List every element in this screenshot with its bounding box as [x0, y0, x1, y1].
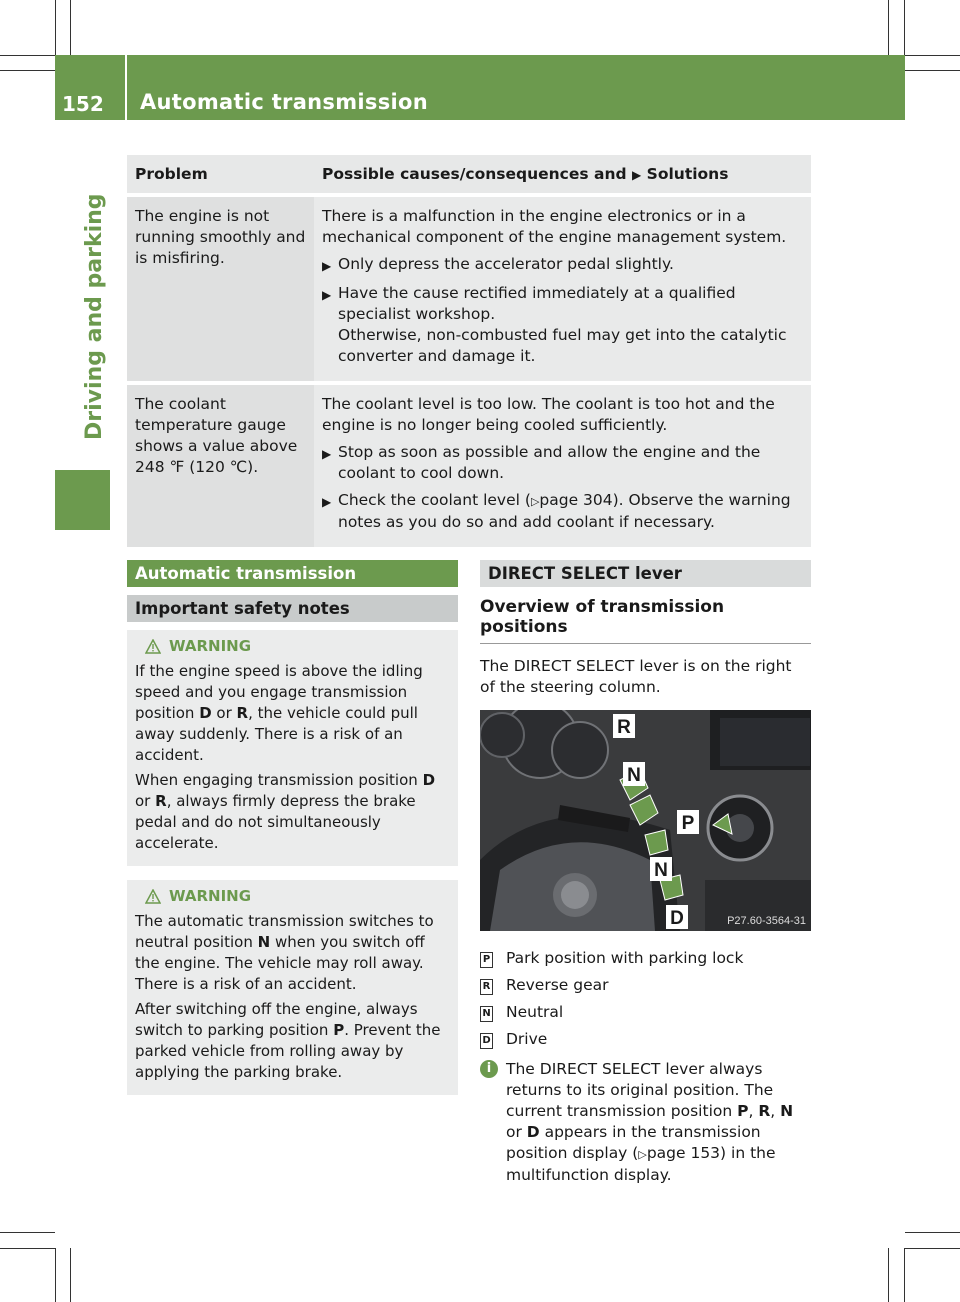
step-arrow-icon: ▶ [322, 259, 332, 273]
solution-arrow-icon: ▶ [632, 168, 642, 182]
side-tab-marker [55, 470, 110, 530]
step-arrow-icon: ▶ [322, 495, 332, 509]
crop-mark [905, 55, 960, 56]
subsection-title-safety: Important safety notes [127, 595, 458, 622]
header-separator [125, 55, 127, 120]
crop-mark [905, 1232, 960, 1233]
warning-header [145, 636, 450, 657]
heading-transmission-positions: Overview of transmission positions [480, 597, 811, 644]
key-r-icon: R [480, 979, 493, 995]
step-text [338, 283, 803, 367]
side-tab-label: Driving and parking [82, 193, 107, 440]
problem-cell: The engine is not running smoothly and is misfiring. [127, 197, 314, 381]
step-text: Only depress the accelerator pedal slightly. [338, 255, 674, 273]
crop-mark [888, 1248, 889, 1302]
key-n-icon: N [480, 1006, 493, 1022]
problem-cell: The coolant temperature gauge shows a value above 248 ℉ (120 ℃). [127, 385, 314, 547]
warning-box [127, 630, 458, 866]
crop-mark [904, 0, 905, 55]
left-column [127, 560, 458, 1095]
step-text [338, 490, 803, 533]
table-header-row [127, 155, 811, 193]
warning-label: WARNING [169, 887, 252, 905]
page-ref-arrow-icon: ▷ [530, 495, 540, 508]
info-note [480, 1059, 811, 1186]
header-problem: Problem [127, 155, 314, 193]
page-title: Automatic transmission [140, 90, 428, 114]
table-row [127, 197, 811, 381]
key-p-icon: P [480, 952, 493, 968]
key-d-icon: D [480, 1033, 493, 1049]
header-solutions [314, 155, 811, 193]
header-solutions-word: Solutions [646, 165, 729, 183]
crop-mark [70, 1248, 71, 1302]
warning-label: WARNING [169, 637, 252, 655]
table-row [127, 385, 811, 547]
solution-cell [314, 197, 811, 381]
legend-item [480, 974, 811, 995]
step-arrow-icon: ▶ [322, 447, 332, 461]
step-text-a: Check the coolant level ( [338, 491, 531, 509]
image-label-n: N [627, 765, 641, 786]
image-code: P27.60-3564-31 [727, 915, 806, 927]
step-text-note: Otherwise, non-combusted fuel may get into the catalytic converter and damage it. [338, 326, 787, 365]
legend-item [480, 1028, 811, 1049]
cause-text: There is a malfunction in the engine electronics or in a mechanical component of the engine management system. [322, 207, 787, 246]
page-ref-link[interactable]: page 304). Observe the warning notes as you do so and add coolant if necessary. [338, 491, 791, 531]
direct-select-lever-photo [480, 710, 811, 931]
warning-box [127, 880, 458, 1095]
legend-text: Neutral [506, 1002, 564, 1021]
warning-header [145, 886, 450, 907]
crop-mark [70, 0, 71, 55]
step [322, 442, 803, 484]
image-label-d: D [670, 908, 684, 929]
crop-mark [55, 1248, 56, 1302]
crop-mark [0, 1232, 55, 1233]
section-title-automatic-transmission: Automatic transmission [127, 560, 458, 587]
warning-paragraph: After switching off the engine, always switch to parking position P. Prevent the parked vehicle from rolling away by applying the parking brake. [135, 1000, 441, 1081]
crop-mark [0, 1248, 55, 1249]
image-label-p: P [681, 813, 695, 834]
warning-triangle-icon [145, 889, 161, 904]
section-title-direct-select: DIRECT SELECT lever [480, 560, 811, 587]
legend-text: Drive [506, 1029, 548, 1048]
warning-triangle-icon [145, 639, 161, 654]
step-text-main: Have the cause rectified immediately at a qualified specialist workshop. [338, 284, 736, 323]
step-text: Stop as soon as possible and allow the engine and the coolant to cool down. [338, 443, 761, 482]
warning-paragraph: If the engine speed is above the idling speed and you engage transmission position D or R, the vehicle could pull away suddenly. There is a risk of an accident. [135, 662, 423, 764]
step [322, 490, 803, 533]
solution-cell [314, 385, 811, 547]
step [322, 283, 803, 367]
crop-mark [0, 70, 55, 71]
problem-table [127, 155, 811, 547]
crop-mark [888, 0, 889, 55]
warning-paragraph: The automatic transmission switches to neutral position N when you switch off the engine. The vehicle may roll away. There is a risk of an accident. [135, 912, 434, 993]
legend-text: Reverse gear [506, 975, 609, 994]
crop-mark [904, 1248, 905, 1302]
warning-paragraph: When engaging transmission position D or R, always firmly depress the brake pedal and do not simultaneously accelerate. [135, 771, 436, 852]
header-solutions-text: Possible causes/consequences and [322, 165, 627, 183]
step-arrow-icon: ▶ [322, 288, 332, 302]
legend-item [480, 947, 811, 968]
legend-text: Park position with parking lock [506, 948, 744, 967]
step [322, 254, 803, 277]
info-icon: i [480, 1060, 498, 1078]
crop-mark [0, 55, 55, 56]
right-column [480, 560, 811, 1186]
image-label-r: R [617, 717, 631, 738]
cause-text: The coolant level is too low. The coolant is too hot and the engine is no longer being cooled sufficiently. [322, 395, 775, 434]
page-number: 152 [62, 92, 104, 116]
intro-text: The DIRECT SELECT lever is on the right of the steering column. [480, 657, 792, 696]
info-text: The DIRECT SELECT lever always returns to its original position. The current transmission position P, R, N or D appears in the transmission position display (▷page 153) in the multifunction display. [506, 1060, 794, 1184]
crop-mark [55, 0, 56, 55]
legend-item [480, 1001, 811, 1022]
page-ref-arrow-icon: ▷ [638, 1148, 647, 1161]
crop-mark [905, 1248, 960, 1249]
image-label-n2: N [654, 860, 668, 881]
crop-mark [905, 70, 960, 71]
page-ref-link[interactable]: page 153) in the multifunction display. [506, 1144, 776, 1184]
